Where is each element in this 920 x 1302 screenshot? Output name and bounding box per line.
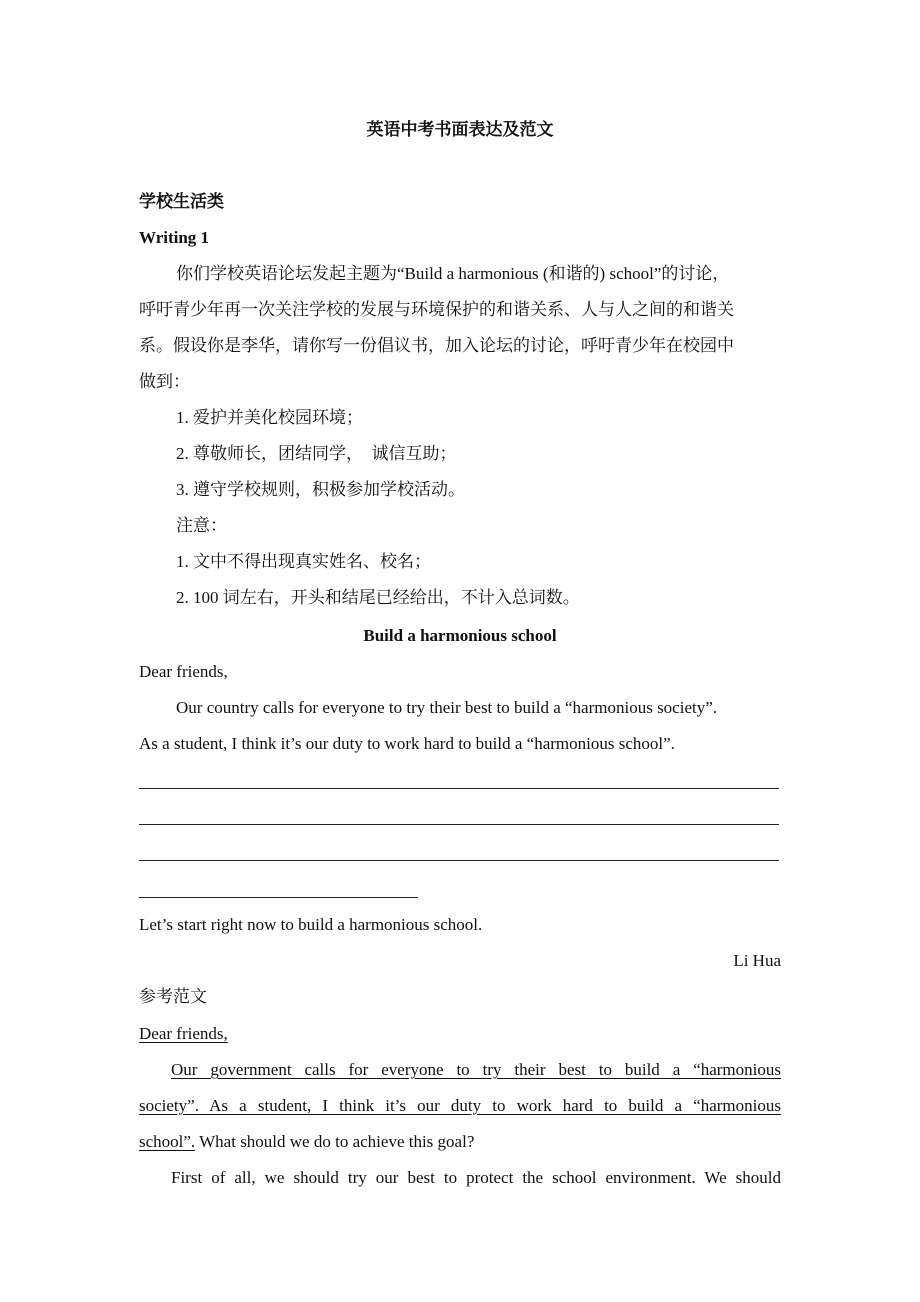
greeting: Dear friends,: [139, 662, 228, 681]
sample-line: First of all, we should try our best to protect the school environment. We should: [171, 1168, 781, 1187]
answer-blank-line[interactable]: [139, 788, 779, 789]
essay-title: Build a harmonious school: [363, 626, 557, 645]
sample-line: [139, 1088, 781, 1124]
sample-greeting: [139, 1016, 781, 1052]
opening-line: Our country calls for everyone to try their best to build a “harmonious society”.: [176, 698, 718, 717]
prompt-line: 做到：: [139, 372, 190, 391]
sample-label: 参考范文: [139, 987, 207, 1006]
signature: Li Hua: [733, 951, 781, 970]
sample-line-underlined: school”.: [139, 1132, 196, 1151]
sample-line-text: society”. As a student, I think it’s our duty to work hard to build a “harmonious: [139, 1096, 781, 1115]
answer-blank-line[interactable]: [139, 860, 779, 861]
sample-greeting-text: Dear friends,: [139, 1024, 228, 1043]
page-title: 英语中考书面表达及范文: [366, 120, 554, 139]
notes-label: 注意：: [176, 516, 227, 535]
note-item: 1. 文中不得出现真实姓名、校名；: [176, 552, 431, 571]
answer-blank-line[interactable]: [139, 897, 418, 898]
prompt-line: 呼吁青少年再一次关注学校的发展与环境保护的和谐关系、人与人之间的和谐关: [139, 300, 734, 319]
writing-label: Writing 1: [139, 228, 210, 247]
section-heading: 学校生活类: [139, 192, 224, 211]
opening-line: As a student, I think it’s our duty to work hard to build a “harmonious school”.: [139, 734, 675, 753]
requirement-item: 3. 遵守学校规则，积极参加学校活动。: [176, 480, 465, 499]
answer-blank-line[interactable]: [139, 824, 779, 825]
requirement-item: 1. 爱护并美化校园环境；: [176, 408, 363, 427]
sample-line: [171, 1052, 781, 1088]
closing-line: Let’s start right now to build a harmonious school.: [139, 915, 483, 934]
sample-line-text: What should we do to achieve this goal?: [195, 1132, 475, 1151]
prompt-line: 系。假设你是李华，请你写一份倡议书，加入论坛的讨论，呼吁青少年在校园中: [139, 336, 734, 355]
note-item: 2. 100 词左右，开头和结尾已经给出，不计入总词数。: [176, 588, 580, 607]
sample-line-text: Our government calls for everyone to try their best to build a “harmonious: [171, 1060, 781, 1079]
prompt-line: 你们学校英语论坛发起主题为“Build a harmonious (和谐的) school”的讨论，: [176, 264, 730, 283]
sample-line: [139, 1124, 781, 1160]
requirement-item: 2. 尊敬师长，团结同学， 诚信互助；: [176, 444, 457, 463]
